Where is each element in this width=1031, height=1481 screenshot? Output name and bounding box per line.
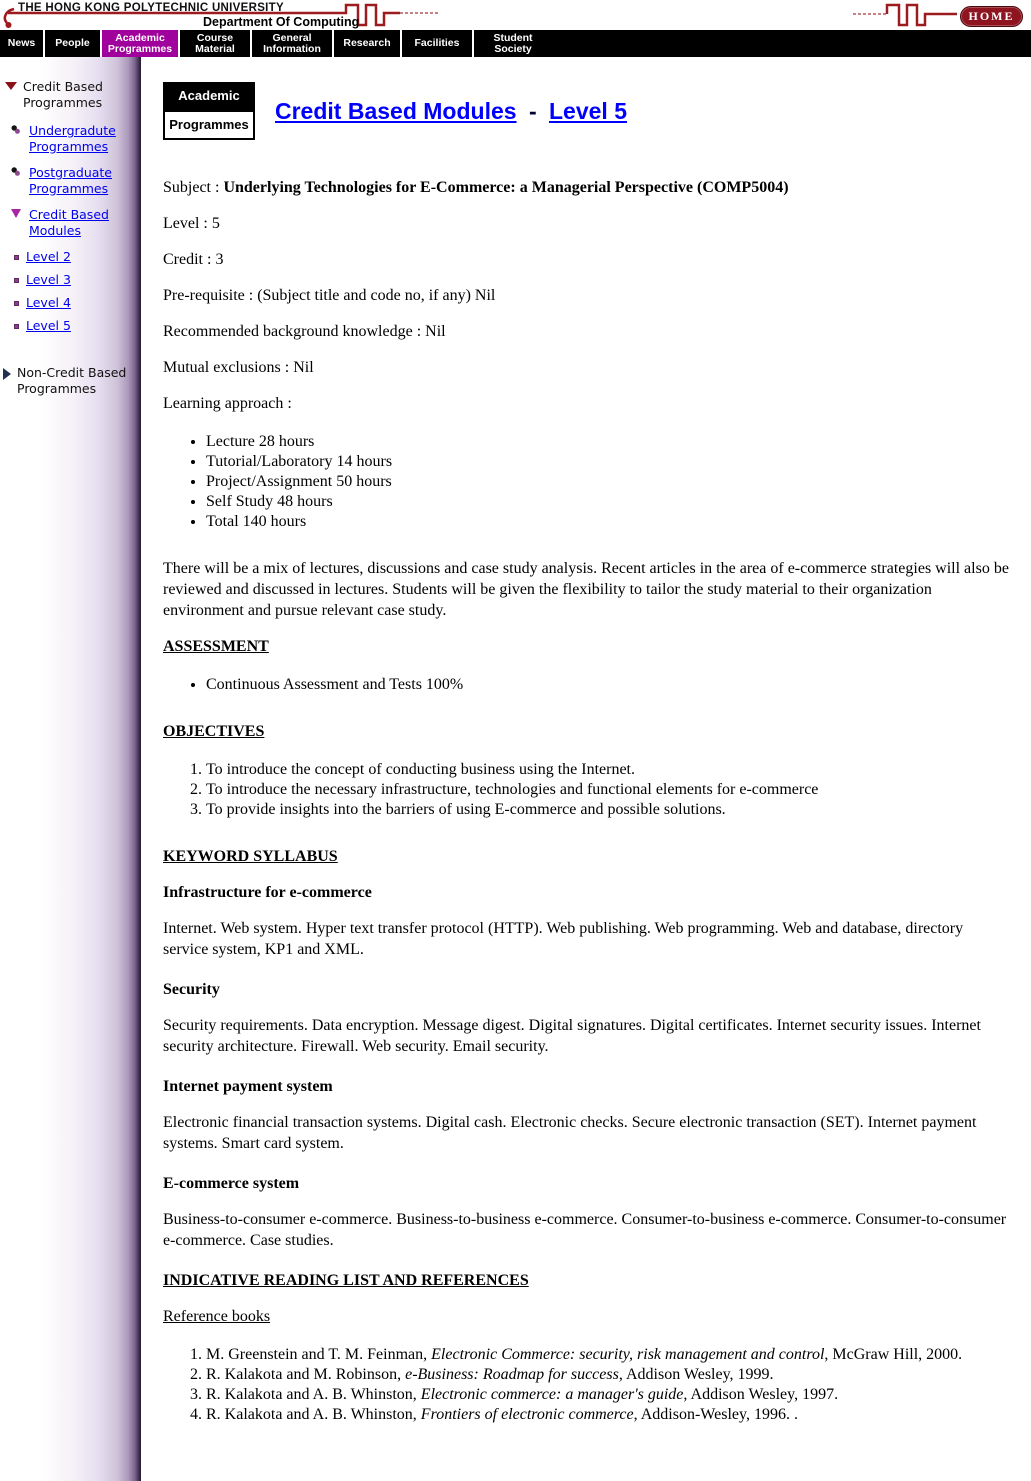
syllabus-section-title: Internet payment system xyxy=(163,1078,333,1095)
reference-item xyxy=(206,1345,1010,1365)
reference-publisher: , Addison Wesley, 1999. xyxy=(618,1366,774,1383)
sidebar-item-level-2[interactable] xyxy=(14,249,127,265)
list-item: 3. To provide insights into the barriers of using E-commerce and possible solutions. xyxy=(206,800,1010,820)
sidebar-group-label: Credit Based Programmes xyxy=(23,79,103,110)
nav-item-course-material[interactable]: Course Material xyxy=(180,30,252,57)
field-credit: Credit : 3 xyxy=(163,251,224,268)
list-item: • Continuous Assessment and Tests 100% xyxy=(206,675,1010,695)
sidebar-spacer xyxy=(5,341,127,365)
nav-item-academic-programmes[interactable]: Academic Programmes xyxy=(102,30,180,57)
syllabus-section-title: Security xyxy=(163,981,220,998)
reference-authors: R. Kalakota and A. B. Whinston, xyxy=(206,1386,421,1403)
field-prerequisite: Pre-requisite : (Subject title and code no, if any) Nil xyxy=(163,287,496,304)
learning-note: There will be a mix of lectures, discussions and case study analysis. Recent articles in the area of e-commerce strategies will also be reviewed and discussed in lectures. Students will be given the flexibility to tailor the study material to their organization environment and pursue relevant case study. xyxy=(163,560,1009,619)
square-bullet-icon xyxy=(14,301,19,306)
sidebar-item-undergraduate-programmes[interactable] xyxy=(11,123,127,155)
reference-authors: M. Greenstein and T. M. Feinman, xyxy=(206,1346,432,1363)
syllabus-section-title: E-commerce system xyxy=(163,1175,300,1192)
nav-item-general-information[interactable]: General Information xyxy=(252,30,334,57)
reference-title: Electronic commerce: a manager's guide xyxy=(420,1386,684,1403)
sidebar-link-label[interactable]: Level 4 xyxy=(26,295,71,310)
objectives-heading: OBJECTIVES xyxy=(163,723,265,740)
nav-item-student-society[interactable]: Student Society xyxy=(493,31,533,55)
sidebar-group-credit-based-programmes[interactable] xyxy=(5,79,127,111)
sidebar xyxy=(0,57,141,1481)
list-item: • Self Study 48 hours xyxy=(206,492,1010,512)
references-list xyxy=(163,1345,1010,1425)
syllabus-section-text: Business-to-consumer e-commerce. Business-to-business e-commerce. Consumer-to-business e-commerce. Consumer-to-consumer e-commerce. Case studies. xyxy=(163,1211,1007,1249)
department-name: Department Of Computing xyxy=(203,15,360,29)
sidebar-link-label[interactable]: Level 2 xyxy=(26,249,71,264)
subject-label: Subject : xyxy=(163,179,224,196)
square-bullet-icon xyxy=(14,278,19,283)
syllabus-section-text: Security requirements. Data encryption. Message digest. Digital signatures. Digital certificates. Internet security issues. Internet security architecture. Firewall. Web security. Email security. xyxy=(163,1017,981,1055)
subject-line xyxy=(163,177,1010,198)
nav-item-news[interactable]: News xyxy=(0,30,45,57)
layout xyxy=(0,57,1031,1481)
nav-item-facilities[interactable]: Facilities xyxy=(402,30,474,57)
nav-bar xyxy=(0,30,1031,57)
sidebar-link-label[interactable]: Level 5 xyxy=(26,318,71,333)
home-button[interactable]: HOME xyxy=(960,6,1023,27)
main-content xyxy=(141,57,1031,1481)
square-bullet-icon xyxy=(14,255,19,260)
badge-top: Academic xyxy=(163,82,255,110)
nav-filler xyxy=(552,30,1031,57)
cube-bullet-icon xyxy=(11,167,21,177)
sidebar-item-level-3[interactable] xyxy=(14,272,127,288)
sidebar-item-credit-based-modules[interactable] xyxy=(11,207,127,239)
sidebar-item-postgraduate-programmes[interactable] xyxy=(11,165,127,197)
syllabus-section xyxy=(163,1173,1010,1251)
sidebar-group-non-credit-based-programmes[interactable] xyxy=(3,365,127,397)
sidebar-link-label[interactable]: Credit Based Modules xyxy=(29,207,109,238)
field-level: Level : 5 xyxy=(163,215,220,232)
field-learning-approach: Learning approach : xyxy=(163,395,292,412)
sidebar-item-level-5[interactable] xyxy=(14,318,127,334)
assessment-heading: ASSESSMENT xyxy=(163,638,269,655)
reading-list-heading: INDICATIVE READING LIST AND REFERENCES xyxy=(163,1272,529,1289)
reference-books-subheading: Reference books xyxy=(163,1308,271,1325)
assessment-list xyxy=(163,675,1010,695)
syllabus-section-text: Electronic financial transaction systems. Digital cash. Electronic checks. Secure electronic transaction (SET). Internet payment systems. Smart card system. xyxy=(163,1114,977,1152)
university-name: THE HONG KONG POLYTECHNIC UNIVERSITY xyxy=(18,2,284,14)
list-item: 1. To introduce the concept of conducting business using the Internet. xyxy=(206,760,1010,780)
badge-bottom: Programmes xyxy=(163,110,255,140)
syllabus-section xyxy=(163,1076,1010,1154)
reference-publisher: , McGraw Hill, 2000. xyxy=(824,1346,963,1363)
reference-publisher: , Addison-Wesley, 1996. . xyxy=(633,1406,798,1423)
list-item: 2. To introduce the necessary infrastructure, technologies and functional elements for e-commerce xyxy=(206,780,1010,800)
list-item: • Project/Assignment 50 hours xyxy=(206,472,1010,492)
page-title xyxy=(275,97,627,124)
syllabus-section-title: Infrastructure for e-commerce xyxy=(163,884,372,901)
syllabus-section xyxy=(163,979,1010,1057)
list-item: • Tutorial/Laboratory 14 hours xyxy=(206,452,1010,472)
academic-programmes-badge xyxy=(163,82,255,140)
nav-item-research[interactable]: Research xyxy=(334,30,402,57)
sidebar-link-label[interactable]: Undergradute Programmes xyxy=(29,123,116,154)
field-background-knowledge: Recommended background knowledge : Nil xyxy=(163,323,446,340)
list-item: • Lecture 28 hours xyxy=(206,432,1010,452)
sidebar-item-level-4[interactable] xyxy=(14,295,127,311)
triangle-down-red-icon xyxy=(5,82,17,90)
level-5-link[interactable]: Level 5 xyxy=(549,97,627,124)
learning-hours-list xyxy=(163,432,1010,532)
sidebar-link-label[interactable]: Postgraduate Programmes xyxy=(29,165,112,196)
reference-authors: R. Kalakota and M. Robinson, xyxy=(206,1366,406,1383)
title-row xyxy=(163,82,1010,140)
reference-title: Electronic Commerce: security, risk management and control xyxy=(431,1346,825,1363)
reference-item xyxy=(206,1405,1010,1425)
credit-based-modules-link[interactable]: Credit Based Modules xyxy=(275,97,517,124)
reference-item xyxy=(206,1385,1010,1405)
triangle-down-magenta-icon xyxy=(11,209,21,218)
sidebar-link-label[interactable]: Level 3 xyxy=(26,272,71,287)
syllabus-section-text: Internet. Web system. Hyper text transfer protocol (HTTP). Web publishing. Web programming. Web and database, directory service system, KP1 and XML. xyxy=(163,920,964,958)
square-bullet-icon xyxy=(14,324,19,329)
top-banner xyxy=(0,0,1031,30)
title-separator: - xyxy=(528,97,537,124)
cube-bullet-icon xyxy=(11,125,21,135)
reference-publisher: , Addison Wesley, 1997. xyxy=(683,1386,839,1403)
reference-title: Frontiers of electronic commerce xyxy=(420,1406,634,1423)
objectives-list xyxy=(163,760,1010,820)
subject-value: Underlying Technologies for E-Commerce: a Managerial Perspective (COMP5004) xyxy=(223,179,789,196)
syllabus-section xyxy=(163,882,1010,960)
reference-authors: R. Kalakota and A. B. Whinston, xyxy=(206,1406,421,1423)
list-item: • Total 140 hours xyxy=(206,512,1010,532)
keyword-syllabus-heading: KEYWORD SYLLABUS xyxy=(163,848,338,865)
reference-title: e-Business: Roadmap for success xyxy=(405,1366,619,1383)
field-mutual-exclusions: Mutual exclusions : Nil xyxy=(163,359,314,376)
triangle-right-navy-icon xyxy=(3,368,11,380)
reference-item xyxy=(206,1365,1010,1385)
sidebar-group-label: Non-Credit Based Programmes xyxy=(17,365,127,396)
nav-item-people[interactable]: People xyxy=(45,30,102,57)
